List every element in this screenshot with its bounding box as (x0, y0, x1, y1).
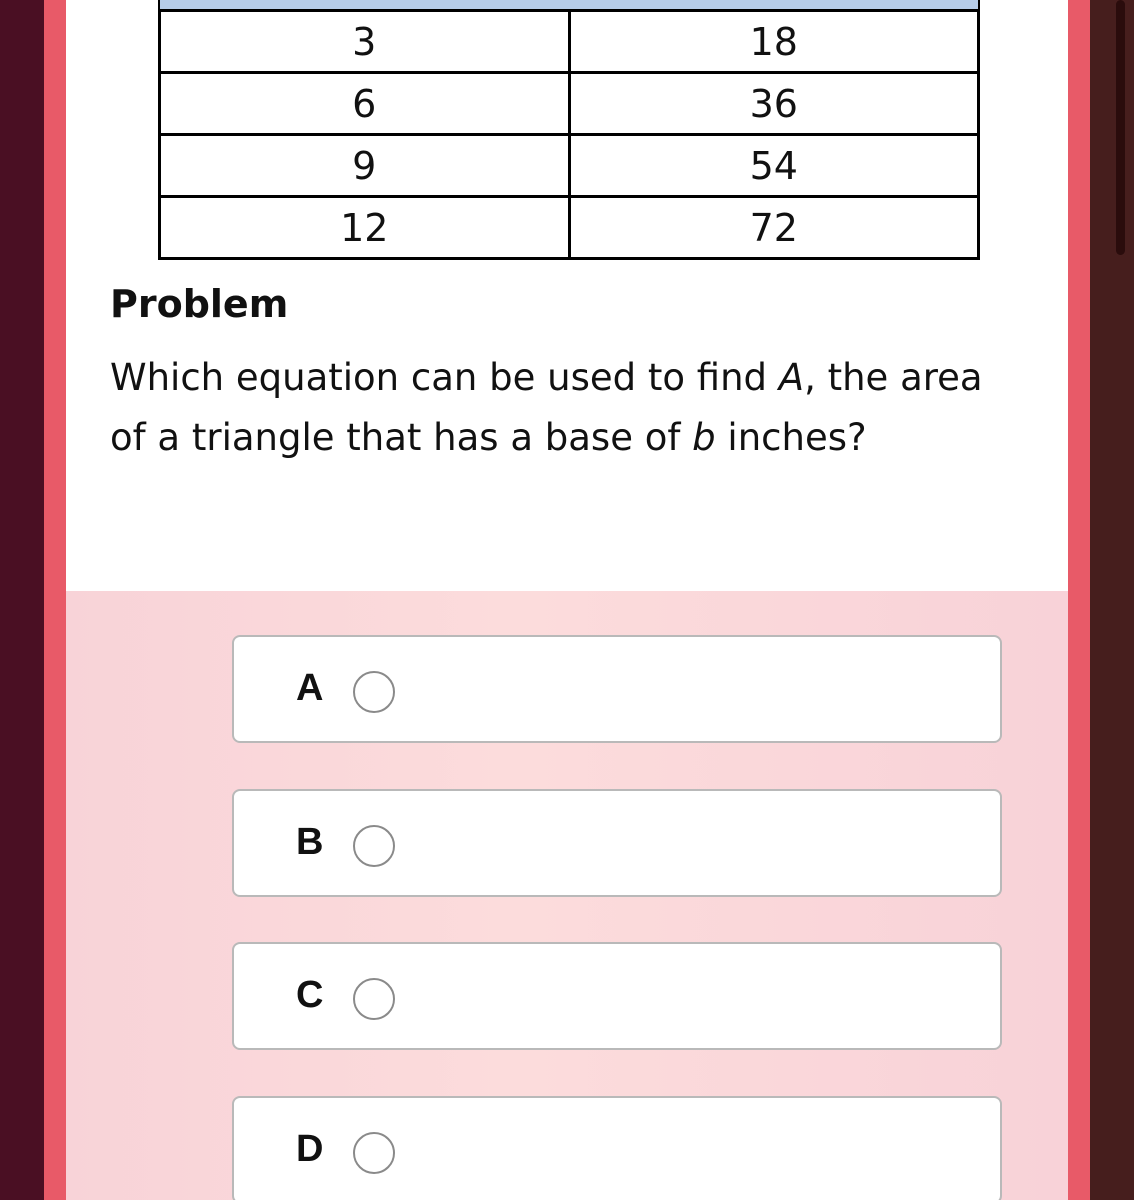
variable-b: b (692, 416, 716, 459)
option-letter: C (296, 974, 324, 1016)
problem-text-part: Which equation can be used to find (110, 356, 779, 399)
table-cell: 72 (569, 197, 979, 259)
problem-text-part: , the area of a triangle that has a base of (110, 356, 983, 459)
table-cell: 3 (160, 11, 570, 73)
problem-text-part: inches? (715, 416, 867, 459)
option-d[interactable] (232, 1096, 1002, 1200)
problem-card (66, 0, 1068, 1200)
table-cell: 9 (160, 135, 570, 197)
radio-unselected-icon[interactable] (353, 825, 395, 867)
radio-unselected-icon[interactable] (353, 671, 395, 713)
problem-text (110, 348, 1010, 468)
table-row (160, 135, 979, 197)
radio-unselected-icon[interactable] (353, 1132, 395, 1174)
table-header (158, 0, 980, 9)
scrollbar[interactable] (1116, 0, 1125, 255)
data-table (158, 0, 980, 260)
table (158, 9, 980, 260)
option-letter: D (296, 1128, 324, 1170)
table-cell: 12 (160, 197, 570, 259)
background-right (1090, 0, 1134, 1200)
background-left (0, 0, 44, 1200)
table-cell: 36 (569, 73, 979, 135)
table-row (160, 197, 979, 259)
problem-heading: Problem (110, 282, 289, 326)
variable-a: A (778, 356, 805, 399)
table-cell: 54 (569, 135, 979, 197)
option-letter: A (296, 667, 324, 709)
radio-unselected-icon[interactable] (353, 978, 395, 1020)
option-c[interactable] (232, 942, 1002, 1050)
answer-choices (66, 591, 1068, 1200)
option-letter: B (296, 821, 324, 863)
option-a[interactable] (232, 635, 1002, 743)
table-cell: 6 (160, 73, 570, 135)
table-row (160, 11, 979, 73)
option-b[interactable] (232, 789, 1002, 897)
table-row (160, 73, 979, 135)
table-cell: 18 (569, 11, 979, 73)
